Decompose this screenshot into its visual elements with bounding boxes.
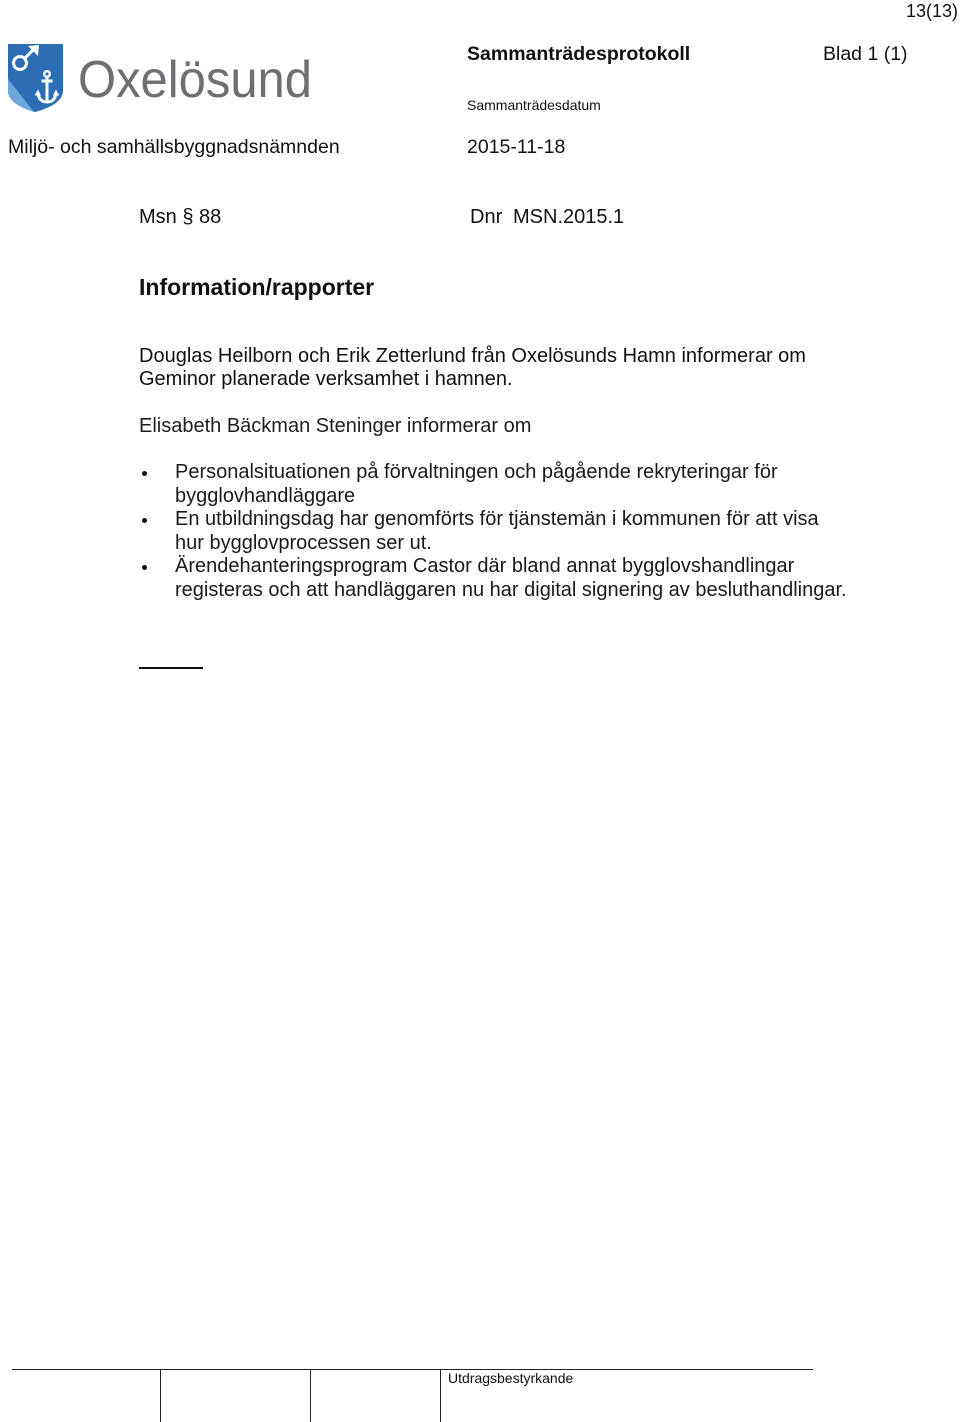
sheet-number: Blad 1 (1) — [823, 43, 908, 65]
bullet-line: Ärendehanteringsprogram Castor där bland annat bygglovshandlingar — [175, 555, 795, 577]
page-number: 13(13) — [905, 1, 958, 21]
logo-wordmark — [76, 44, 320, 108]
bullet-item — [139, 508, 939, 555]
lead-paragraph — [139, 415, 939, 439]
signature-box-divider — [440, 1369, 441, 1422]
bullet-line: registeras och att handläggaren nu har digital signering av besluthandlingar. — [175, 578, 847, 601]
paragraph-line: Geminor planerade verksamhet i hamnen. — [139, 368, 513, 390]
bullet-item — [139, 555, 939, 602]
paragraph-reference: Msn § 88 — [139, 206, 222, 228]
bullet-dot — [142, 471, 147, 476]
bullet-dot — [142, 565, 147, 570]
signature-box-divider — [310, 1369, 311, 1422]
bullet-item — [139, 461, 939, 508]
bullet-line: hur bygglovprocessen ser ut. — [175, 531, 432, 554]
paragraph-line: Elisabeth Bäckman Steninger informerar om — [139, 415, 532, 437]
bullet-line: bygglovhandläggare — [175, 484, 356, 507]
signature-box-divider — [160, 1369, 161, 1422]
end-of-item-rule — [139, 667, 203, 669]
document-type: Sammanträdesprotokoll — [467, 43, 691, 65]
committee-name: Miljö- och samhällsbyggnadsnämnden — [8, 136, 340, 158]
item-title: Information/rapporter — [139, 274, 375, 300]
paragraph-line: Douglas Heilborn och Erik Zetterlund från Oxelösunds Hamn informerar om — [139, 345, 806, 367]
bullet-line: Personalsituationen på förvaltningen och pågående rekryteringar för — [175, 461, 778, 483]
intro-paragraph — [139, 345, 939, 391]
bullet-line: En utbildningsdag har genomförts för tjänstemän i kommunen för att visa — [175, 508, 819, 530]
footer-rule — [12, 1369, 813, 1370]
meeting-date: 2015-11-18 — [467, 136, 566, 158]
certification-label: Utdragsbestyrkande — [448, 1370, 574, 1386]
coat-of-arms-shield — [7, 41, 64, 114]
dnr-value: MSN.2015.1 — [513, 206, 625, 228]
meeting-date-label: Sammanträdesdatum — [467, 97, 601, 113]
dnr-label: Dnr — [470, 206, 503, 228]
bullet-dot — [142, 518, 147, 523]
logo-wordmark-text: Oxelösund — [78, 51, 312, 108]
